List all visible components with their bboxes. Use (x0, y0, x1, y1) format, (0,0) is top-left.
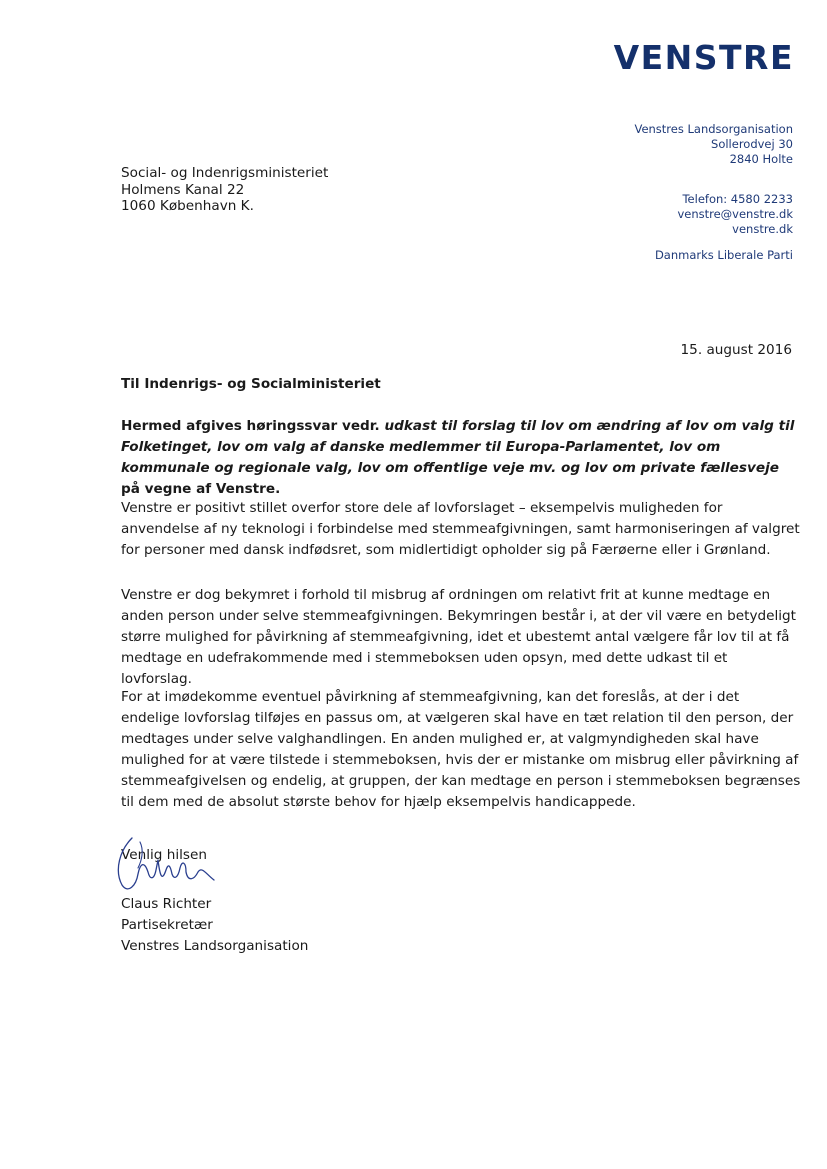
body-paragraph: Venstre er positivt stillet overfor store dele af lovforslaget – eksempelvis muligheden for anvendelse af ny teknologi i forbindelse med stemmeafgivningen, samt harmoniseringen af valgret for personer med dansk indfødsret, som midlertidigt opholder sig på Færøerne eller i Grønland. (121, 500, 800, 558)
subject-line (121, 416, 801, 500)
signer-name: Claus Richter (121, 896, 212, 912)
subject-suffix: på vegne af Venstre. (121, 481, 281, 497)
recipient-line: 1060 København K. (121, 198, 254, 214)
signer-title: Partisekretær (121, 917, 213, 933)
sender-email: venstre@venstre.dk (677, 207, 793, 221)
handwritten-signature (110, 830, 230, 900)
sender-address (634, 122, 793, 167)
sender-web: venstre.dk (732, 222, 793, 236)
recipient-line: Social- og Indenrigsministeriet (121, 165, 329, 181)
sender-tagline: Danmarks Liberale Parti (654, 248, 793, 262)
sender-org: Venstres Landsorganisation (634, 122, 793, 136)
body-paragraph: For at imødekomme eventuel påvirkning af stemmeafgivning, kan det foreslås, at der i det endelige lovforslag tilføjes en passus om, at vælgeren skal have en tæt relation til den person, der medtages under selve valghandlingen. En anden mulighed er, at valgmyndigheden skal have mulighed for at være tilstede i stemmeboksen, hvis der er mistanke om misbrug eller påvirkning af stemmeafgivelsen og endelig, at gruppen, der kan medtage en person i stemmeboksen begrænses til dem med de absolut største behov for hjælp eksempelvis handicappede. (121, 689, 801, 810)
closing-greeting: Venlig hilsen (121, 847, 207, 863)
sender-contact (677, 192, 793, 237)
recipient-line: Holmens Kanal 22 (121, 181, 245, 198)
body-paragraph: Venstre er dog bekymret i forhold til misbrug af ordningen om relativt frit at kunne medtage en anden person under selve stemmeafgivningen. Bekymringen består i, at der vil være en betydeligt større mulighed for påvirkning af stemmeafgivning, idet et ubestemt antal vælgere får lov til at få medtage en udefrakommende med i stemmeboksen uden opsyn, med dette udkast til et lovforslag. (121, 587, 797, 687)
sender-phone: Telefon: 4580 2233 (682, 192, 793, 206)
letter-date: 15. august 2016 (680, 342, 792, 358)
venstre-logo: VENSTRE (613, 38, 794, 77)
recipient-address (121, 165, 328, 215)
salutation: Til Indenrigs- og Socialministeriet (121, 376, 381, 392)
subject-title: udkast til forslag til lov om ændring af lov om valg til Folketinget, lov om valg af danske medlemmer til Europa-Parlamentet, lov om kommunale og regionale valg, lov om offentlige veje mv. og lov om private fællesveje (121, 418, 795, 476)
sender-street: Sollerodvej 30 (711, 137, 793, 151)
signer-org: Venstres Landsorganisation (121, 938, 309, 954)
sender-city: 2840 Holte (729, 152, 793, 166)
subject-prefix: Hermed afgives høringssvar vedr. (121, 418, 385, 434)
